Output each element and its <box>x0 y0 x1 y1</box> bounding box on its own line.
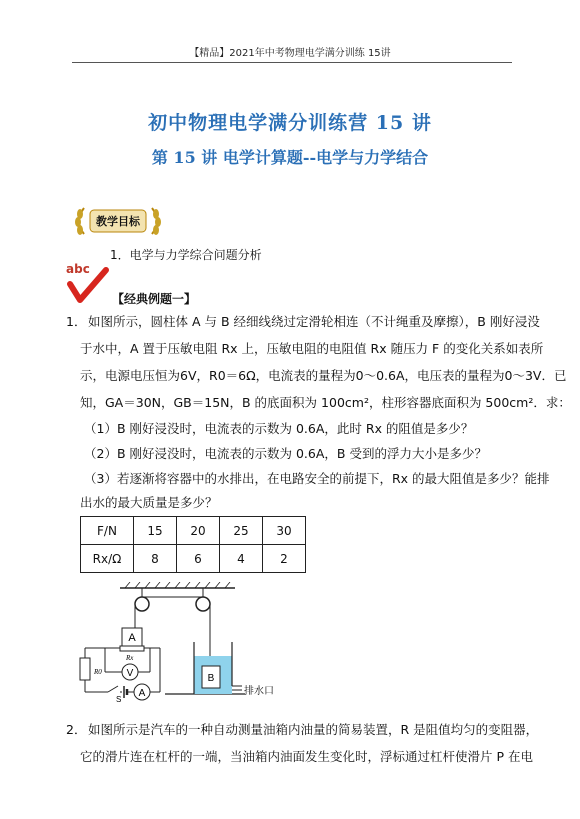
checkmark-icon <box>62 262 110 306</box>
ammeter-label: A <box>138 688 146 699</box>
block-b-label: B <box>207 673 215 684</box>
table-cell: F/N <box>81 517 134 545</box>
table-cell: 15 <box>134 517 177 545</box>
question-1-line: 如图所示，圆柱体 A 与 B 经细线绕过定滑轮相连（不计绳重及摩擦），B 刚好浸没 <box>88 314 540 329</box>
objective-badge <box>70 202 166 240</box>
table-cell: 20 <box>177 517 220 545</box>
question-1-number: 1． <box>66 314 87 329</box>
question-1-part-2: （2）B 刚好浸没时，电流表的示数为 0.6A，B 受到的浮力大小是多少？ <box>84 446 487 461</box>
table-cell: 8 <box>134 545 177 573</box>
drain-label: 排水口 <box>244 686 274 697</box>
question-2-line: 如图所示是汽车的一种自动测量油箱内油量的简易装置，R 是阻值均匀的变阻器， <box>88 722 539 737</box>
table-cell: 6 <box>177 545 220 573</box>
table-row <box>81 545 306 573</box>
badge-label: 教学目标 <box>96 215 140 228</box>
table-cell: 2 <box>263 545 306 573</box>
question-1-part-3-cont: 出水的最大质量是多少？ <box>80 495 218 510</box>
table-row <box>81 517 306 545</box>
question-2-line: 它的滑片连在杠杆的一端，当油箱内油面发生变化时，浮标通过杠杆使滑片 P 在电 <box>80 749 533 764</box>
question-2-number: 2． <box>66 722 87 737</box>
question-1-line: 知，GA＝30N，GB＝15N，B 的底面积为 100cm²，柱形容器底面积为 500cm²．求： <box>80 395 571 410</box>
switch-label: S <box>116 695 122 704</box>
experiment-diagram <box>70 582 270 704</box>
table-cell: Rx/Ω <box>81 545 134 573</box>
pulley-icon <box>196 597 210 611</box>
abc-label: abc <box>66 262 90 276</box>
objective-text: 1．电学与力学综合问题分析 <box>110 248 262 262</box>
lesson-subtitle: 第 15 讲 电学计算题--电学与力学结合 <box>151 148 429 167</box>
table-cell: 30 <box>263 517 306 545</box>
voltmeter-label: V <box>126 668 134 679</box>
section-title: 【经典例题一】 <box>112 292 197 306</box>
question-1-part-3: （3）若逐渐将容器中的水排出，在电路安全的前提下，Rx 的最大阻值是多少？能排 <box>84 471 550 486</box>
rx-label: Rx <box>126 654 134 662</box>
r0-label: R0 <box>94 668 102 676</box>
page-header: 【精品】2021年中考物理电学满分训练 15讲 <box>189 48 391 59</box>
table-cell: 25 <box>220 517 263 545</box>
pulley-icon <box>135 597 149 611</box>
question-1-line: 示，电源电压恒为6V，R0＝6Ω，电流表的量程为0～0.6A，电压表的量程为0～3V．已 <box>80 368 567 383</box>
header-divider <box>72 62 512 63</box>
question-1-part-1: （1）B 刚好浸没时，电流表的示数为 0.6A，此时 Rx 的阻值是多少？ <box>84 421 474 436</box>
table-cell: 4 <box>220 545 263 573</box>
page-title: 初中物理电学满分训练营 15 讲 <box>148 112 432 134</box>
question-1-line: 于水中，A 置于压敏电阻 Rx 上，压敏电阻的电阻值 Rx 随压力 F 的变化关系如表所 <box>80 341 544 356</box>
block-a-label: A <box>128 632 136 644</box>
force-resistance-table <box>80 516 306 573</box>
